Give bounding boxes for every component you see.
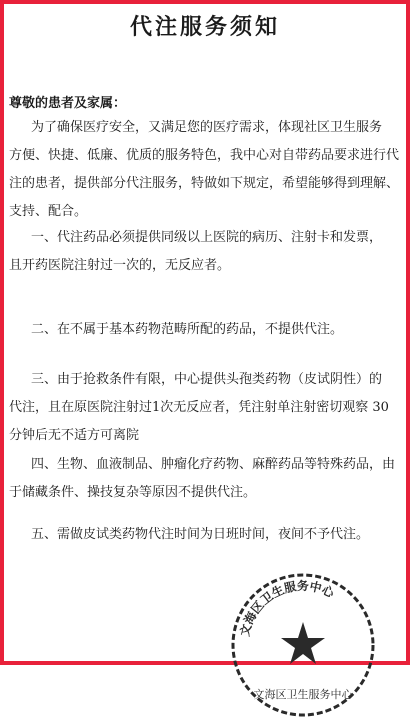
seal-star-icon — [281, 622, 325, 664]
paragraph-line: 四、生物、血液制品、肿瘤化疗药物、麻醉药品等特殊药品，由 — [31, 457, 396, 472]
paragraph-line: 于储藏条件、操技复杂等原因不提供代注。 — [9, 485, 257, 500]
rule-1 — [9, 224, 382, 280]
rule-4 — [9, 451, 395, 507]
rule-3 — [9, 366, 389, 450]
rule-2 — [9, 316, 343, 344]
paragraph-line: 一、代注药品必须提供同级以上医院的病历、注射卡和发票， — [31, 230, 383, 245]
paragraph-line: 五、需做皮试类药物代注时间为日班时间，夜间不予代注。 — [31, 527, 370, 542]
paragraph-line: 分钟后无不适方可离院 — [9, 428, 140, 443]
paragraph-line: 代注，且在原医院注射过1次无反应者，凭注射单注射密切观察 30 — [9, 400, 389, 415]
paragraph-line: 三、由于抢救条件有限，中心提供头孢类药物（皮试阴性）的 — [31, 372, 383, 387]
paragraph-line: 且开药医院注射过一次的，无反应者。 — [9, 258, 231, 273]
paragraph-line: 为了确保医疗安全，又满足您的医疗需求，体现社区卫生服务 — [31, 120, 383, 135]
paragraph-line: 支持、配合。 — [9, 204, 88, 219]
paragraph-line: 注的患者，提供部分代注服务，特做如下规定，希望能够得到理解、 — [9, 176, 400, 191]
paragraph-line: 二、在不属于基本药物范畴所配的药品，不提供代注。 — [31, 322, 344, 337]
document-title: 代注服务须知 — [129, 14, 280, 40]
seal-text: 文海区卫生服务中心 — [237, 579, 337, 638]
official-seal — [228, 570, 378, 720]
salutation: 尊敬的患者及家属： — [9, 96, 127, 111]
paragraph-line: 方便、快捷、低廉、优质的服务特色，我中心对自带药品要求进行代 — [9, 148, 400, 163]
rule-5 — [9, 521, 369, 549]
paragraph-intro — [9, 114, 399, 226]
seal-footer-text: 文海区卫生服务中心 — [253, 688, 353, 701]
